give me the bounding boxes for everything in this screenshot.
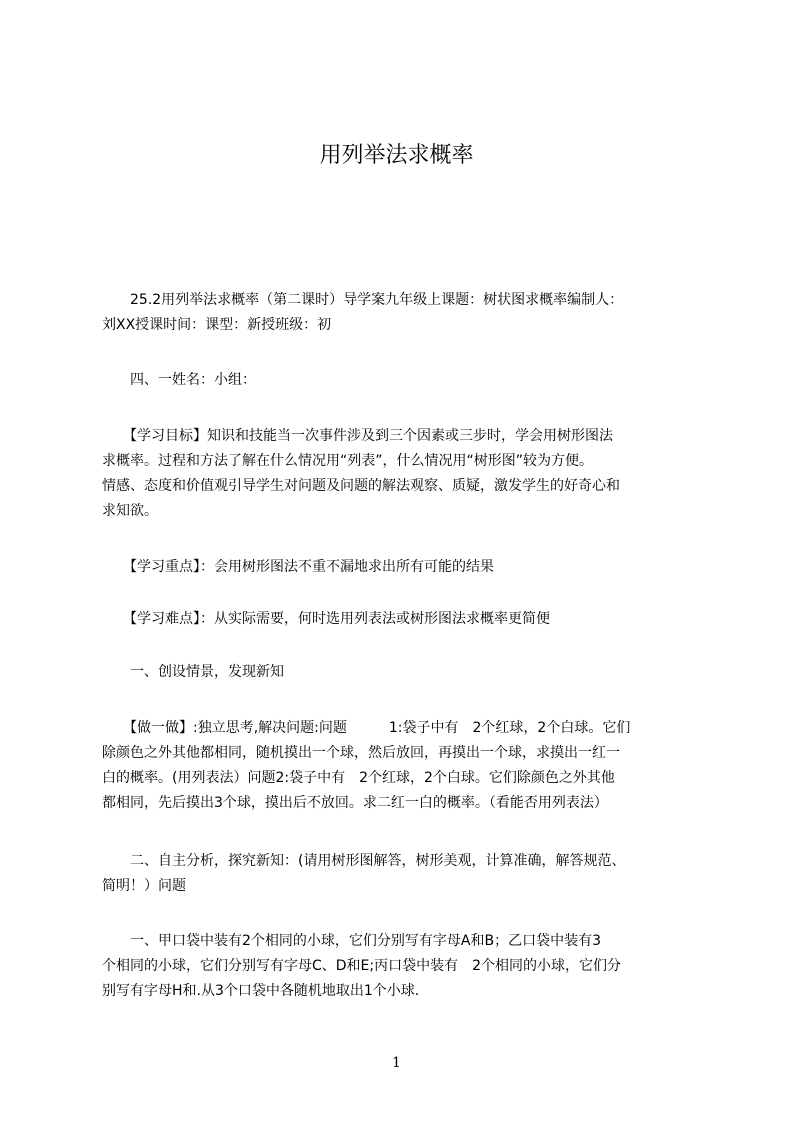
- text-line: 四、一姓名：小组：: [102, 372, 256, 388]
- text-line: 25.2用列举法求概率（第二课时）导学案九年级上课题：树状图求概率编制人：: [102, 292, 624, 308]
- text-line: 个相同的小球，它们分别写有字母C、D和E;丙口袋中装有 2个相同的小球，它们分: [102, 958, 622, 974]
- text-line: 【学习重点】：会用树形图法不重不漏地求出所有可能的结果: [102, 559, 494, 575]
- section-two-paragraph: [102, 849, 698, 899]
- page-number: 1: [392, 1055, 401, 1071]
- text-line: 白的概率。(用列表法）问题2:袋子中有 2个红球，2个白球。它们除颜色之外其他: [102, 770, 615, 786]
- text-line: 【学习难点】：从实际需要，何时选用列表法或树形图法求概率更简便: [102, 611, 550, 627]
- text-line: 求知欲。: [102, 503, 158, 519]
- text-line: 求概率。过程和方法了解在什么情况用“列表”，什么情况用“树形图”较为方便。: [102, 453, 594, 469]
- learning-focus-paragraph: [102, 555, 698, 580]
- text-line: 别写有字母H和.从3个口袋中各随机地取出1个小球.: [102, 983, 420, 999]
- text-line: 一、创设情景，发现新知: [102, 664, 284, 680]
- section-one-paragraph: [102, 660, 698, 685]
- text-line: 情感、态度和价值观引导学生对问题及问题的解法观察、质疑，激发学生的好奇心和: [102, 478, 620, 494]
- header-info-paragraph: [102, 288, 698, 338]
- text-line: 二、自主分析，探究新知：(请用树形图解答，树形美观，计算准确，解答规范、: [102, 853, 626, 869]
- text-line: 一、甲口袋中装有2个相同的小球，它们分别写有字母A和B；乙口袋中装有3: [102, 933, 601, 949]
- section-four-paragraph: [102, 368, 698, 393]
- text-line: 除颜色之外其他都相同，随机摸出一个球，然后放回，再摸出一个球，求摸出一红一: [102, 745, 620, 761]
- text-line: 简明！）问题: [102, 878, 186, 894]
- text-line: 【学习目标】知识和技能当一次事件涉及到三个因素或三步时，学会用树形图法: [102, 428, 613, 444]
- text-line: 都相同，先后摸出3个球，摸出后不放回。求二红一白的概率。（看能否用列表法）: [102, 795, 608, 811]
- page-title: 用列举法求概率: [319, 143, 474, 168]
- problem-one-paragraph: [102, 929, 698, 1004]
- text-line: 刘XX授课时间：课型：新授班级：初: [102, 317, 332, 333]
- text-line: 【做一做】:独立思考,解决问题:问题 1:袋子中有 2个红球，2个白球。它们: [102, 720, 631, 736]
- try-it-paragraph: [102, 716, 698, 816]
- learning-difficulty-paragraph: [102, 607, 698, 632]
- learning-goals-paragraph: [102, 424, 698, 524]
